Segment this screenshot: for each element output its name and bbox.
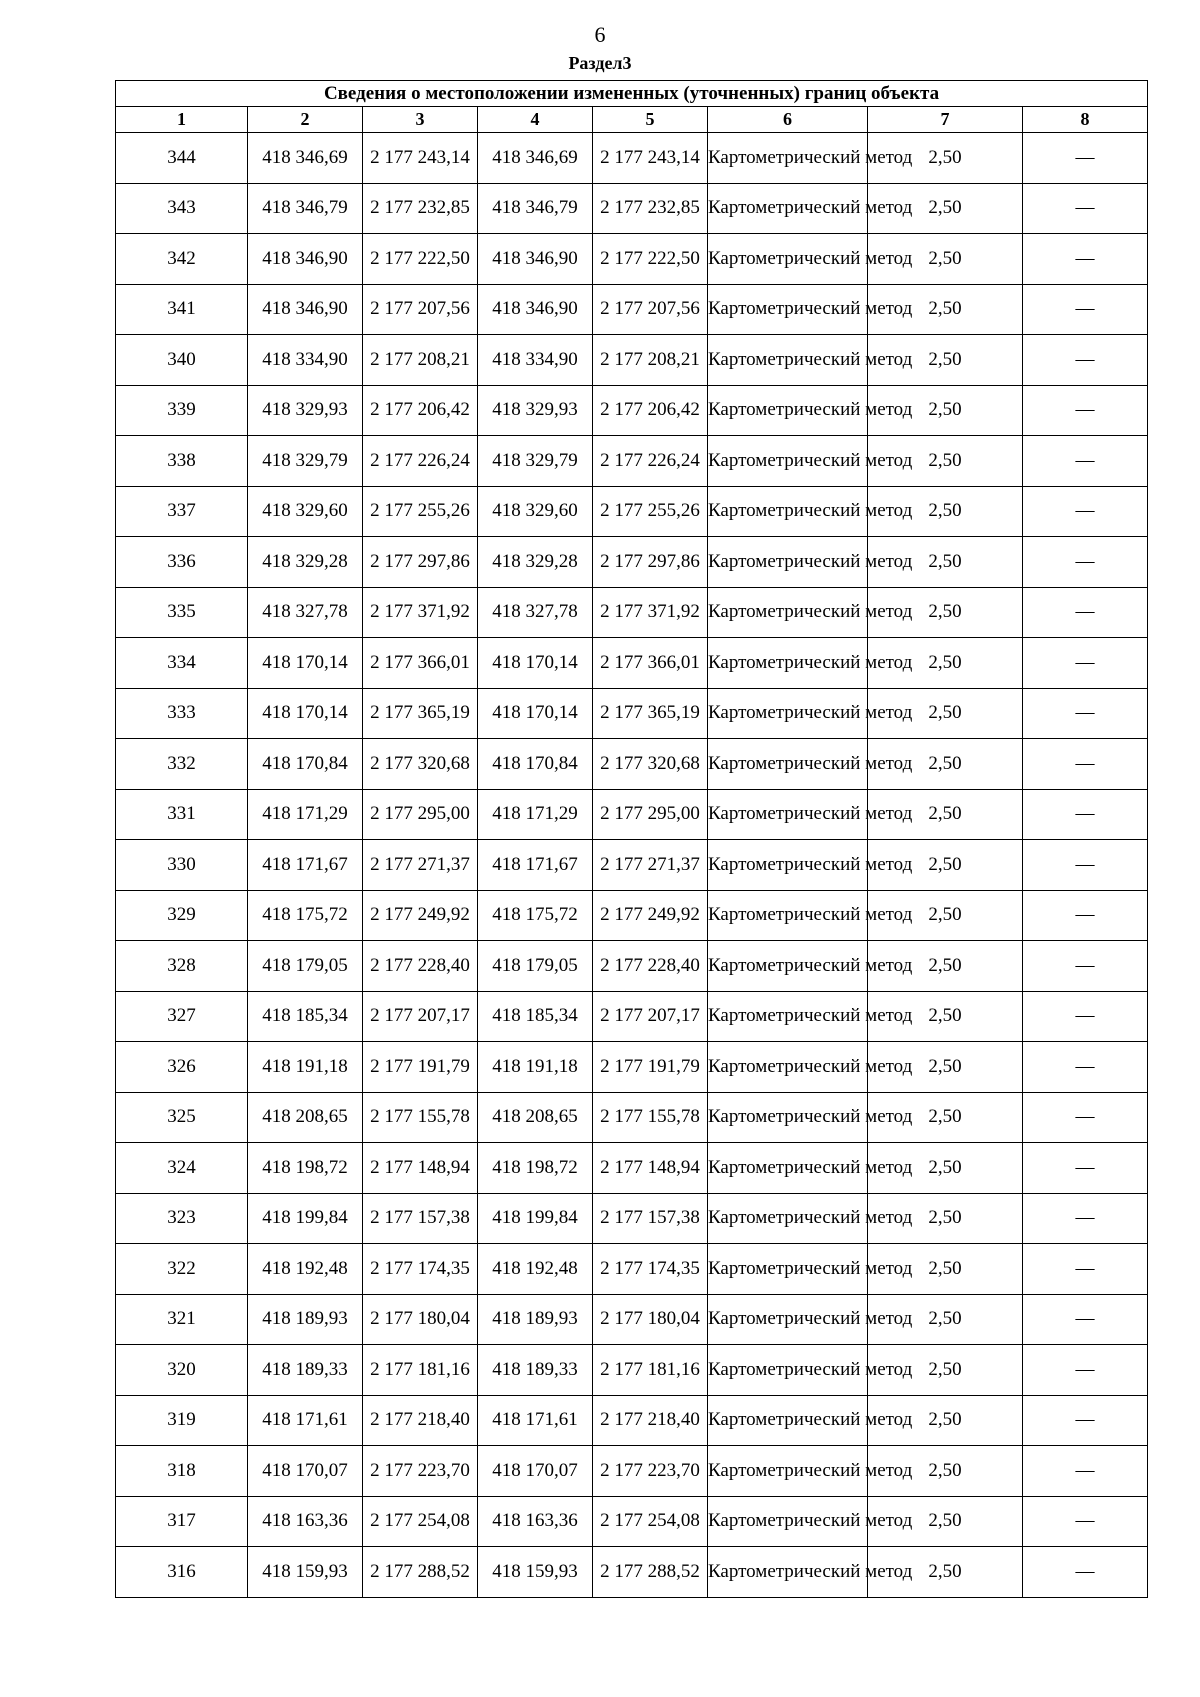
cell-point-number: 334 (116, 638, 248, 689)
cell-y-new: 2 177 191,79 (593, 1042, 708, 1093)
table-body (116, 133, 1148, 1598)
cell-x-new: 418 189,33 (478, 1345, 593, 1396)
cell-y-old: 2 177 255,26 (363, 486, 478, 537)
cell-x-new: 418 175,72 (478, 890, 593, 941)
cell-point-number: 340 (116, 335, 248, 386)
cell-precision: 2,50 (868, 284, 1023, 335)
table-row (116, 1395, 1148, 1446)
cell-y-old: 2 177 207,17 (363, 991, 478, 1042)
cell-x-old: 418 159,93 (248, 1547, 363, 1598)
cell-method: Картометрический метод (708, 941, 868, 992)
cell-x-new: 418 185,34 (478, 991, 593, 1042)
cell-description: — (1023, 1446, 1148, 1497)
cell-description: — (1023, 1244, 1148, 1295)
cell-description: — (1023, 183, 1148, 234)
cell-precision: 2,50 (868, 1446, 1023, 1497)
cell-description: — (1023, 587, 1148, 638)
cell-method: Картометрический метод (708, 1193, 868, 1244)
table-row (116, 1446, 1148, 1497)
cell-method: Картометрический метод (708, 638, 868, 689)
cell-y-old: 2 177 148,94 (363, 1143, 478, 1194)
cell-precision: 2,50 (868, 133, 1023, 184)
table-row (116, 840, 1148, 891)
cell-y-old: 2 177 366,01 (363, 638, 478, 689)
cell-y-old: 2 177 223,70 (363, 1446, 478, 1497)
table-row (116, 739, 1148, 790)
cell-x-old: 418 170,84 (248, 739, 363, 790)
cell-method: Картометрический метод (708, 840, 868, 891)
cell-precision: 2,50 (868, 991, 1023, 1042)
cell-y-old: 2 177 288,52 (363, 1547, 478, 1598)
cell-description: — (1023, 284, 1148, 335)
cell-x-old: 418 170,07 (248, 1446, 363, 1497)
cell-x-new: 418 170,07 (478, 1446, 593, 1497)
cell-y-old: 2 177 206,42 (363, 385, 478, 436)
cell-x-old: 418 199,84 (248, 1193, 363, 1244)
table-row (116, 688, 1148, 739)
cell-method: Картометрический метод (708, 133, 868, 184)
cell-description: — (1023, 537, 1148, 588)
cell-point-number: 321 (116, 1294, 248, 1345)
cell-precision: 2,50 (868, 1042, 1023, 1093)
cell-method: Картометрический метод (708, 385, 868, 436)
cell-y-new: 2 177 366,01 (593, 638, 708, 689)
cell-description: — (1023, 234, 1148, 285)
cell-method: Картометрический метод (708, 234, 868, 285)
cell-precision: 2,50 (868, 1547, 1023, 1598)
cell-precision: 2,50 (868, 436, 1023, 487)
cell-method: Картометрический метод (708, 486, 868, 537)
cell-point-number: 325 (116, 1092, 248, 1143)
cell-x-old: 418 189,93 (248, 1294, 363, 1345)
cell-x-old: 418 346,90 (248, 284, 363, 335)
cell-point-number: 330 (116, 840, 248, 891)
table-row (116, 234, 1148, 285)
cell-x-old: 418 170,14 (248, 638, 363, 689)
coordinates-table (115, 80, 1148, 1598)
cell-precision: 2,50 (868, 1193, 1023, 1244)
table-row (116, 1143, 1148, 1194)
cell-precision: 2,50 (868, 638, 1023, 689)
cell-precision: 2,50 (868, 1294, 1023, 1345)
cell-x-old: 418 170,14 (248, 688, 363, 739)
column-number-4: 4 (478, 107, 593, 133)
cell-method: Картометрический метод (708, 1395, 868, 1446)
cell-description: — (1023, 638, 1148, 689)
cell-point-number: 335 (116, 587, 248, 638)
cell-x-new: 418 170,14 (478, 688, 593, 739)
cell-y-new: 2 177 365,19 (593, 688, 708, 739)
column-number-row (116, 107, 1148, 133)
cell-method: Картометрический метод (708, 1496, 868, 1547)
cell-point-number: 343 (116, 183, 248, 234)
cell-y-old: 2 177 208,21 (363, 335, 478, 386)
cell-x-new: 418 170,84 (478, 739, 593, 790)
cell-precision: 2,50 (868, 941, 1023, 992)
cell-description: — (1023, 436, 1148, 487)
cell-y-new: 2 177 207,56 (593, 284, 708, 335)
cell-y-new: 2 177 249,92 (593, 890, 708, 941)
cell-precision: 2,50 (868, 1092, 1023, 1143)
cell-method: Картометрический метод (708, 789, 868, 840)
cell-y-old: 2 177 155,78 (363, 1092, 478, 1143)
cell-method: Картометрический метод (708, 890, 868, 941)
cell-description: — (1023, 890, 1148, 941)
cell-x-new: 418 171,61 (478, 1395, 593, 1446)
table-row (116, 1496, 1148, 1547)
cell-x-new: 418 346,69 (478, 133, 593, 184)
cell-description: — (1023, 789, 1148, 840)
column-number-3: 3 (363, 107, 478, 133)
cell-x-old: 418 346,90 (248, 234, 363, 285)
cell-y-old: 2 177 191,79 (363, 1042, 478, 1093)
table-row (116, 1193, 1148, 1244)
cell-y-new: 2 177 295,00 (593, 789, 708, 840)
cell-x-new: 418 198,72 (478, 1143, 593, 1194)
cell-x-new: 418 329,28 (478, 537, 593, 588)
cell-x-old: 418 192,48 (248, 1244, 363, 1295)
cell-point-number: 324 (116, 1143, 248, 1194)
cell-x-old: 418 175,72 (248, 890, 363, 941)
cell-description: — (1023, 941, 1148, 992)
table-row (116, 486, 1148, 537)
cell-point-number: 317 (116, 1496, 248, 1547)
cell-point-number: 328 (116, 941, 248, 992)
cell-point-number: 338 (116, 436, 248, 487)
cell-point-number: 318 (116, 1446, 248, 1497)
column-number-1: 1 (116, 107, 248, 133)
cell-x-old: 418 171,67 (248, 840, 363, 891)
cell-x-old: 418 334,90 (248, 335, 363, 386)
cell-method: Картометрический метод (708, 335, 868, 386)
cell-method: Картометрический метод (708, 1345, 868, 1396)
cell-x-old: 418 329,28 (248, 537, 363, 588)
cell-description: — (1023, 739, 1148, 790)
cell-y-new: 2 177 226,24 (593, 436, 708, 487)
cell-y-old: 2 177 295,00 (363, 789, 478, 840)
cell-x-old: 418 198,72 (248, 1143, 363, 1194)
cell-point-number: 337 (116, 486, 248, 537)
table-caption: Сведения о местоположении измененных (уточненных) границ объекта (116, 81, 1148, 107)
cell-precision: 2,50 (868, 1345, 1023, 1396)
cell-y-old: 2 177 180,04 (363, 1294, 478, 1345)
cell-y-new: 2 177 207,17 (593, 991, 708, 1042)
table-row (116, 133, 1148, 184)
cell-precision: 2,50 (868, 890, 1023, 941)
cell-y-old: 2 177 254,08 (363, 1496, 478, 1547)
cell-x-new: 418 327,78 (478, 587, 593, 638)
cell-y-new: 2 177 297,86 (593, 537, 708, 588)
cell-description: — (1023, 1143, 1148, 1194)
cell-point-number: 323 (116, 1193, 248, 1244)
cell-x-old: 418 346,79 (248, 183, 363, 234)
cell-x-new: 418 171,67 (478, 840, 593, 891)
cell-x-old: 418 189,33 (248, 1345, 363, 1396)
cell-point-number: 326 (116, 1042, 248, 1093)
cell-y-old: 2 177 249,92 (363, 890, 478, 941)
cell-y-new: 2 177 157,38 (593, 1193, 708, 1244)
cell-y-new: 2 177 320,68 (593, 739, 708, 790)
cell-x-old: 418 191,18 (248, 1042, 363, 1093)
cell-precision: 2,50 (868, 335, 1023, 386)
table-row (116, 789, 1148, 840)
page-number: 6 (594, 22, 606, 47)
cell-x-old: 418 329,79 (248, 436, 363, 487)
cell-x-new: 418 163,36 (478, 1496, 593, 1547)
cell-x-new: 418 329,93 (478, 385, 593, 436)
table-row (116, 284, 1148, 335)
cell-method: Картометрический метод (708, 587, 868, 638)
cell-x-old: 418 346,69 (248, 133, 363, 184)
cell-description: — (1023, 1193, 1148, 1244)
cell-description: — (1023, 1092, 1148, 1143)
cell-point-number: 329 (116, 890, 248, 941)
cell-x-old: 418 185,34 (248, 991, 363, 1042)
table-row (116, 991, 1148, 1042)
cell-y-new: 2 177 222,50 (593, 234, 708, 285)
cell-precision: 2,50 (868, 840, 1023, 891)
cell-y-old: 2 177 243,14 (363, 133, 478, 184)
cell-x-new: 418 329,60 (478, 486, 593, 537)
cell-point-number: 339 (116, 385, 248, 436)
cell-x-new: 418 329,79 (478, 436, 593, 487)
cell-x-new: 418 171,29 (478, 789, 593, 840)
column-number-8: 8 (1023, 107, 1148, 133)
cell-y-new: 2 177 271,37 (593, 840, 708, 891)
cell-x-new: 418 346,90 (478, 234, 593, 285)
cell-y-new: 2 177 155,78 (593, 1092, 708, 1143)
table-row (116, 941, 1148, 992)
cell-precision: 2,50 (868, 739, 1023, 790)
cell-method: Картометрический метод (708, 1244, 868, 1295)
cell-description: — (1023, 335, 1148, 386)
cell-point-number: 319 (116, 1395, 248, 1446)
cell-y-old: 2 177 232,85 (363, 183, 478, 234)
column-number-6: 6 (708, 107, 868, 133)
cell-y-new: 2 177 254,08 (593, 1496, 708, 1547)
cell-description: — (1023, 991, 1148, 1042)
cell-y-old: 2 177 207,56 (363, 284, 478, 335)
cell-x-new: 418 189,93 (478, 1294, 593, 1345)
cell-y-old: 2 177 365,19 (363, 688, 478, 739)
cell-description: — (1023, 840, 1148, 891)
cell-y-old: 2 177 320,68 (363, 739, 478, 790)
cell-method: Картометрический метод (708, 1547, 868, 1598)
cell-x-old: 418 329,60 (248, 486, 363, 537)
cell-y-old: 2 177 181,16 (363, 1345, 478, 1396)
cell-method: Картометрический метод (708, 183, 868, 234)
table-row (116, 890, 1148, 941)
cell-precision: 2,50 (868, 1496, 1023, 1547)
table-row (116, 1294, 1148, 1345)
cell-point-number: 322 (116, 1244, 248, 1295)
cell-description: — (1023, 688, 1148, 739)
cell-description: — (1023, 1042, 1148, 1093)
cell-x-old: 418 208,65 (248, 1092, 363, 1143)
table-row (116, 1092, 1148, 1143)
cell-point-number: 344 (116, 133, 248, 184)
cell-description: — (1023, 385, 1148, 436)
cell-x-old: 418 329,93 (248, 385, 363, 436)
cell-x-old: 418 171,61 (248, 1395, 363, 1446)
cell-description: — (1023, 1294, 1148, 1345)
cell-method: Картометрический метод (708, 991, 868, 1042)
cell-y-new: 2 177 232,85 (593, 183, 708, 234)
cell-point-number: 320 (116, 1345, 248, 1396)
cell-x-old: 418 179,05 (248, 941, 363, 992)
cell-point-number: 342 (116, 234, 248, 285)
cell-x-new: 418 170,14 (478, 638, 593, 689)
cell-x-old: 418 163,36 (248, 1496, 363, 1547)
cell-y-new: 2 177 243,14 (593, 133, 708, 184)
cell-y-new: 2 177 181,16 (593, 1345, 708, 1396)
cell-precision: 2,50 (868, 688, 1023, 739)
cell-method: Картометрический метод (708, 1294, 868, 1345)
cell-method: Картометрический метод (708, 1446, 868, 1497)
cell-description: — (1023, 133, 1148, 184)
cell-precision: 2,50 (868, 789, 1023, 840)
cell-method: Картометрический метод (708, 1042, 868, 1093)
cell-y-new: 2 177 174,35 (593, 1244, 708, 1295)
table-row (116, 1345, 1148, 1396)
column-number-7: 7 (868, 107, 1023, 133)
cell-y-old: 2 177 371,92 (363, 587, 478, 638)
cell-method: Картометрический метод (708, 1092, 868, 1143)
table-row (116, 335, 1148, 386)
cell-y-old: 2 177 297,86 (363, 537, 478, 588)
cell-x-new: 418 346,79 (478, 183, 593, 234)
section-title: Раздел3 (568, 53, 632, 73)
cell-precision: 2,50 (868, 537, 1023, 588)
cell-y-new: 2 177 206,42 (593, 385, 708, 436)
cell-method: Картометрический метод (708, 537, 868, 588)
cell-y-new: 2 177 223,70 (593, 1446, 708, 1497)
cell-precision: 2,50 (868, 1244, 1023, 1295)
cell-y-old: 2 177 226,24 (363, 436, 478, 487)
table-row (116, 183, 1148, 234)
cell-y-new: 2 177 218,40 (593, 1395, 708, 1446)
table-row (116, 1244, 1148, 1295)
table-row (116, 587, 1148, 638)
cell-y-old: 2 177 222,50 (363, 234, 478, 285)
cell-y-new: 2 177 148,94 (593, 1143, 708, 1194)
cell-y-new: 2 177 228,40 (593, 941, 708, 992)
table-row (116, 385, 1148, 436)
cell-x-new: 418 191,18 (478, 1042, 593, 1093)
cell-description: — (1023, 486, 1148, 537)
cell-precision: 2,50 (868, 234, 1023, 285)
cell-method: Картометрический метод (708, 1143, 868, 1194)
cell-y-old: 2 177 218,40 (363, 1395, 478, 1446)
cell-description: — (1023, 1547, 1148, 1598)
cell-x-old: 418 327,78 (248, 587, 363, 638)
cell-method: Картометрический метод (708, 436, 868, 487)
table-row (116, 1042, 1148, 1093)
column-number-2: 2 (248, 107, 363, 133)
cell-point-number: 327 (116, 991, 248, 1042)
cell-x-new: 418 159,93 (478, 1547, 593, 1598)
cell-point-number: 333 (116, 688, 248, 739)
table-row (116, 537, 1148, 588)
cell-precision: 2,50 (868, 1143, 1023, 1194)
cell-y-old: 2 177 157,38 (363, 1193, 478, 1244)
cell-method: Картометрический метод (708, 739, 868, 790)
cell-y-new: 2 177 371,92 (593, 587, 708, 638)
cell-x-new: 418 199,84 (478, 1193, 593, 1244)
cell-method: Картометрический метод (708, 284, 868, 335)
cell-y-old: 2 177 174,35 (363, 1244, 478, 1295)
cell-point-number: 336 (116, 537, 248, 588)
cell-x-new: 418 192,48 (478, 1244, 593, 1295)
cell-x-new: 418 208,65 (478, 1092, 593, 1143)
cell-description: — (1023, 1395, 1148, 1446)
cell-precision: 2,50 (868, 385, 1023, 436)
cell-precision: 2,50 (868, 486, 1023, 537)
cell-precision: 2,50 (868, 1395, 1023, 1446)
cell-precision: 2,50 (868, 587, 1023, 638)
cell-description: — (1023, 1496, 1148, 1547)
cell-y-old: 2 177 228,40 (363, 941, 478, 992)
cell-method: Картометрический метод (708, 688, 868, 739)
cell-precision: 2,50 (868, 183, 1023, 234)
cell-x-old: 418 171,29 (248, 789, 363, 840)
cell-x-new: 418 346,90 (478, 284, 593, 335)
cell-y-new: 2 177 208,21 (593, 335, 708, 386)
cell-y-new: 2 177 288,52 (593, 1547, 708, 1598)
cell-point-number: 332 (116, 739, 248, 790)
cell-y-old: 2 177 271,37 (363, 840, 478, 891)
cell-x-new: 418 179,05 (478, 941, 593, 992)
cell-y-new: 2 177 180,04 (593, 1294, 708, 1345)
column-number-5: 5 (593, 107, 708, 133)
cell-point-number: 341 (116, 284, 248, 335)
cell-point-number: 316 (116, 1547, 248, 1598)
cell-x-new: 418 334,90 (478, 335, 593, 386)
table-row (116, 638, 1148, 689)
table-row (116, 1547, 1148, 1598)
cell-point-number: 331 (116, 789, 248, 840)
cell-y-new: 2 177 255,26 (593, 486, 708, 537)
cell-description: — (1023, 1345, 1148, 1396)
table-row (116, 436, 1148, 487)
